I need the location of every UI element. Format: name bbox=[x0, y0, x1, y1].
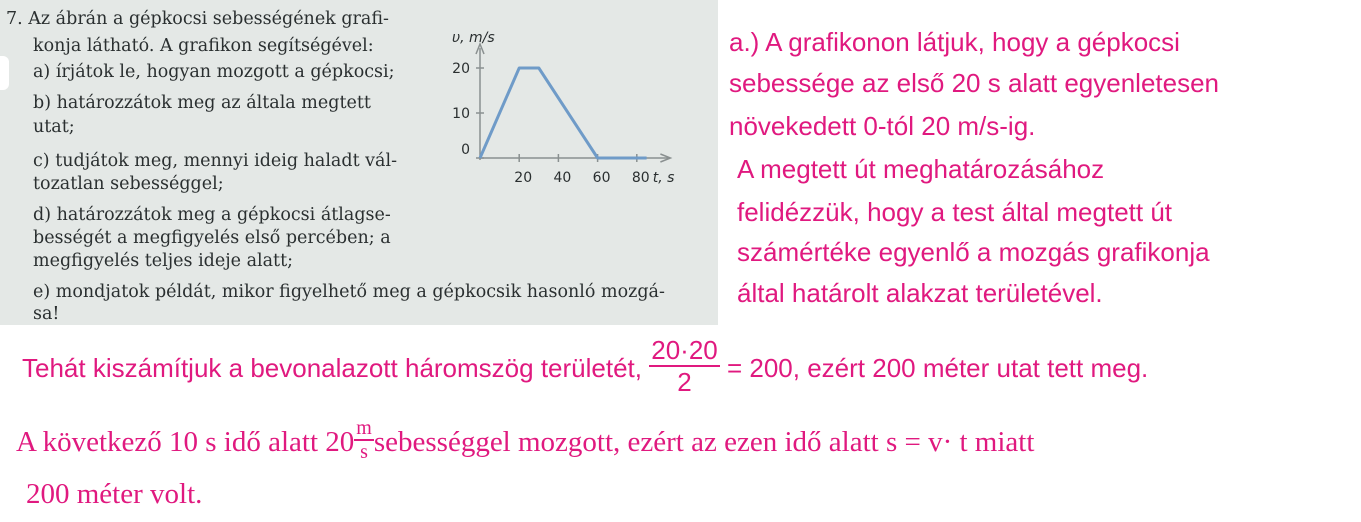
solution-line: által határolt alakzat területével. bbox=[737, 278, 1103, 308]
unit-denominator: s bbox=[360, 441, 368, 464]
area-text-after: = 200, ezért 200 méter utat tett meg. bbox=[726, 353, 1149, 383]
exercise-line: tozatlan sebességgel; bbox=[33, 174, 224, 194]
area-calculation-line bbox=[22, 336, 1148, 401]
y-tick-label: 10 bbox=[452, 106, 470, 122]
exercise-line: a) írjátok le, hogyan mozgott a gépkocsi; bbox=[33, 62, 395, 82]
exercise-line: c) tudjátok meg, mennyi ideig haladt vál- bbox=[33, 151, 397, 171]
distance-result-line: 200 méter volt. bbox=[26, 478, 203, 510]
unit-numerator: m bbox=[356, 417, 372, 440]
solution-line: számértéke egyenlő a mozgás grafikonja bbox=[737, 237, 1210, 267]
unit-fraction bbox=[354, 417, 374, 463]
solution-line: növekedett 0-tól 20 m/s-ig. bbox=[729, 111, 1036, 141]
solution-line: sebessége az első 20 s alatt egyenletesen bbox=[729, 68, 1220, 98]
y-tick-label: 0 bbox=[461, 142, 470, 158]
area-text-before: Tehát kiszámítjuk a bevonalazott háromszög területét, bbox=[22, 353, 642, 383]
exercise-line: megfigyelés teljes ideje alatt; bbox=[33, 251, 294, 271]
x-tick-label: 80 bbox=[631, 170, 650, 186]
distance-text-before: A következő 10 s idő alatt 20 bbox=[16, 426, 355, 458]
area-fraction bbox=[649, 335, 720, 397]
x-tick-label: 60 bbox=[592, 170, 611, 186]
page-tab-marker bbox=[0, 56, 9, 90]
distance-calculation-line bbox=[16, 412, 1034, 472]
x-tick-label: 20 bbox=[514, 170, 533, 186]
textbook-scan bbox=[0, 0, 718, 325]
exercise-line: b) határozzátok meg az általa megtett bbox=[33, 93, 371, 113]
solution-line: felidézzük, hogy a test által megtett út bbox=[737, 197, 1173, 227]
exercise-line: konja látható. A grafikon segítségével: bbox=[33, 36, 374, 56]
solution-line: A megtett út meghatározásához bbox=[737, 154, 1105, 184]
x-tick-label: 40 bbox=[553, 170, 572, 186]
distance-text-after: sebességgel mozgott, ezért az ezen idő alatt s = v· t miatt bbox=[373, 426, 1035, 458]
x-axis-label: t, s bbox=[652, 170, 675, 186]
exercise-line: e) mondjatok példát, mikor figyelhető meg a gépkocsik hasonló mozgá- bbox=[33, 282, 665, 302]
exercise-line: 7. Az ábrán a gépkocsi sebességének grafi- bbox=[6, 9, 389, 29]
velocity-series-line bbox=[480, 68, 647, 158]
solution-line: a.) A grafikonon látjuk, hogy a gépkocsi bbox=[729, 27, 1180, 57]
exercise-line: bességét a megfigyelés első percében; a bbox=[33, 228, 391, 248]
exercise-line: utat; bbox=[33, 117, 75, 137]
exercise-line: sa! bbox=[33, 304, 60, 324]
fraction-denominator: 2 bbox=[677, 367, 692, 398]
y-tick-label: 20 bbox=[452, 61, 470, 77]
fraction-numerator: 20·20 bbox=[651, 335, 718, 366]
velocity-time-graph bbox=[440, 28, 710, 193]
exercise-line: d) határozzátok meg a gépkocsi átlagse- bbox=[33, 205, 391, 225]
y-axis-label: υ, m/s bbox=[452, 30, 495, 46]
